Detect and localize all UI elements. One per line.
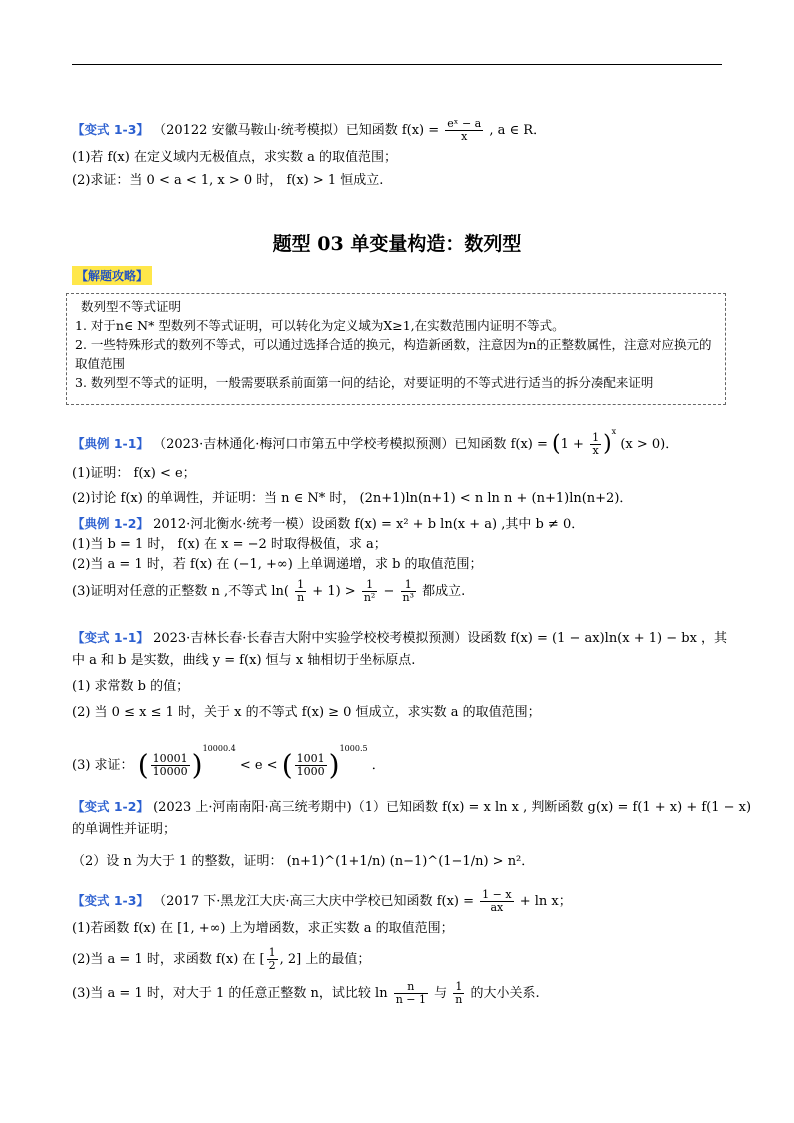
variant-1-1 (72, 627, 727, 785)
problem-label: 【变式 1-3】 (72, 893, 149, 908)
problem-label: 【变式 1-2】 (72, 799, 149, 814)
fraction-denominator: ax (490, 901, 504, 914)
fraction-numerator: 1001 (296, 752, 325, 765)
function-name: f(x) = (510, 437, 548, 452)
problem-source: 2012·河北衡水·统考一模）设函数 f(x) = x² + b ln(x + a) ,其中 b ≠ 0． (153, 517, 585, 532)
q3-prefix: (3) 求证： (72, 758, 134, 773)
fraction-denominator: n² (363, 591, 376, 604)
question-2: (2) 当 0 ≤ x ≤ 1 时，关于 x 的不等式 f(x) ≥ 0 恒成立，求实数 a 的取值范围； (72, 705, 541, 720)
question-1: (1) 求常数 b 的值； (72, 679, 190, 694)
fraction-numerator: 1 (268, 946, 276, 959)
fraction (267, 947, 278, 972)
fraction-numerator: 1 (453, 981, 464, 994)
problem-label: 【典例 1-1】 (72, 436, 149, 451)
q2-prefix: (2)当 a = 1 时，求函数 f(x) 在 [ (72, 952, 265, 967)
problem-source: （20122 安徽马鞍山·统考模拟）已知函数 (153, 123, 398, 138)
problem-label: 【变式 1-1】 (72, 630, 149, 645)
fraction-denominator: 10000 (152, 765, 188, 778)
fraction-numerator: eˣ − a (447, 117, 482, 130)
fraction-denominator: n (297, 591, 305, 604)
fraction-denominator: x (461, 130, 468, 143)
question-3 (72, 578, 727, 606)
minus-sign: − (383, 584, 395, 599)
problem-source: （2017 下·黑龙江大庆·高三大庆中学校已知函数 f(x) = (153, 894, 475, 909)
problem-line-2: 的单调性并证明； (72, 822, 177, 837)
q3-suffix: ． (371, 758, 385, 773)
example-1-2 (72, 514, 727, 606)
fraction (445, 118, 483, 143)
exponent: 1000.5 (339, 744, 368, 753)
problem-label: 【典例 1-2】 (72, 516, 149, 531)
question-1: (1)若函数 f(x) 在 [1, +∞) 上为增函数，求正实数 a 的取值范围； (72, 921, 454, 936)
problem-line-2: 中 a 和 b 是实数，曲线 y = f(x) 恒与 x 轴相切于坐标原点. (72, 653, 416, 668)
section-title: 题型 03 单变量构造：数列型 (272, 233, 522, 255)
fraction-numerator: 1 (362, 579, 378, 592)
question-1: (1)当 b = 1 时， f(x) 在 x = −2 时取得极值，求 a； (72, 537, 387, 552)
variant-1-3-bottom (72, 886, 727, 1008)
example-1-1: 【典例 1-1】 （2023·吉林通化·梅河口市第五中学校考模拟预测）已知函数 f(x) = (1 + $\frac{1}{x}$ )$^x$ (x > 0)． (1)证明： f(x) < e； (2)讨论 f(x) 的单调性，并证明：当 n ∈ N* 时， (2n+1)ln(n+1) < n ln n + (n+1)ln(n+2)． (72, 417, 727, 508)
question-1: (1)证明： f(x) < e； (72, 466, 196, 481)
fraction-denominator: x (592, 444, 599, 457)
fraction (295, 753, 327, 778)
fraction (362, 579, 378, 604)
fraction-numerator: 1 (295, 579, 306, 592)
fraction-numerator: 10001 (152, 752, 188, 765)
q3-mid: + 1) > (312, 584, 356, 599)
problem-label: 【变式 1-3】 (72, 122, 149, 137)
q3-prefix: (3)证明对任意的正整数 n ,不等式 ln( (72, 584, 289, 599)
fraction (480, 889, 513, 914)
strategy-box (66, 293, 726, 405)
q3-mid: < e < (239, 758, 278, 773)
strategy-point-1: 1. 对于n∈ N* 型数列不等式证明，可以转化为定义域为X≥1,在实数范围内证明不等式。 (75, 318, 565, 333)
fraction (151, 753, 190, 778)
problem-source: (2023 上·河南南阳·高三统考期中)（1）已知函数 f(x) = x ln x , 判断函数 g(x) = f(1 + x) + f(1 − x) (153, 800, 752, 815)
fraction-denominator: n − 1 (395, 993, 426, 1006)
header-rule (72, 64, 722, 65)
question-3 (72, 980, 727, 1008)
function-tail: + ln x； (519, 894, 572, 909)
strategy-point-3: 3. 数列型不等式的证明，一般需要联系前面第一问的结论，对要证明的不等式进行适当的拆分凑配来证明 (75, 375, 654, 390)
question-2 (72, 849, 727, 875)
strategy-tag-row (72, 266, 727, 285)
condition: (x > 0)． (620, 437, 679, 452)
variant-1-3-top (72, 117, 727, 190)
q3-mid: 与 (434, 986, 448, 1001)
strategy-heading: 数列型不等式证明 (81, 299, 182, 314)
q3-prefix: (3)当 a = 1 时，对大于 1 的任意正整数 n，试比较 ln (72, 986, 388, 1001)
q2-expression: (n+1)^(1+1/n) (n−1)^(1−1/n) > n²． (286, 854, 535, 869)
variant-1-2 (72, 796, 752, 875)
base-prefix: 1 + (560, 437, 584, 452)
fraction-numerator: 1 − x (482, 888, 512, 901)
q2-suffix: , 2] 上的最值； (279, 952, 371, 967)
problem-source: 2023·吉林长春·长春吉大附中实验学校校考模拟预测）设函数 f(x) = (1 − ax)ln(x + 1) − bx ，其 (153, 631, 728, 646)
fraction-numerator: n (394, 981, 428, 994)
question-2: (2)当 a = 1 时，若 f(x) 在 (−1, +∞) 上单调递增，求 b 的取值范围； (72, 557, 483, 572)
fraction-numerator: 1 (401, 579, 417, 592)
function-name: f(x) = (401, 123, 440, 138)
fraction (401, 579, 417, 604)
fraction-denominator: 1000 (296, 765, 325, 778)
strategy-tag: 【解题攻略】 (72, 266, 152, 285)
fraction-numerator: 1 (592, 431, 600, 444)
fraction (453, 981, 464, 1006)
exponent: 10000.4 (202, 744, 236, 753)
fraction-denominator: 2 (268, 959, 276, 972)
q3-suffix: 都成立. (422, 584, 466, 599)
question-3: (3) 求证： ( $\frac{10001}{10000}$ )$^{10000.4}$ < e < ( $\frac{1001}{1000}$ )$^{1000.5}$ ． (72, 744, 385, 782)
q3-suffix: 的大小关系. (470, 986, 540, 1001)
question-2 (72, 946, 727, 974)
strategy-point-2: 2. 一些特殊形式的数列不等式，可以通过选择合适的换元，构造新函数，注意因为n的正整数属性，注意对应换元的取值范围 (75, 337, 712, 371)
fraction (295, 579, 306, 604)
question-1: (1)若 f(x) 在定义域内无极值点，求实数 a 的取值范围； (72, 150, 397, 165)
exponent: x (611, 427, 617, 436)
fraction (394, 981, 428, 1006)
question-2: (2)讨论 f(x) 的单调性，并证明：当 n ∈ N* 时， (2n+1)ln(n+1) < n ln n + (n+1)ln(n+2)． (72, 491, 633, 506)
q2-prefix: （2）设 n 为大于 1 的整数，证明： (72, 854, 283, 869)
fraction-denominator: n³ (402, 591, 415, 604)
problem-source: （2023·吉林通化·梅河口市第五中学校考模拟预测）已知函数 (153, 437, 507, 452)
function-tail: , a ∈ R． (489, 123, 547, 138)
fraction-denominator: n (455, 993, 463, 1006)
fraction (590, 432, 601, 457)
question-2: (2)求证：当 0 < a < 1, x > 0 时， f(x) > 1 恒成立. (72, 173, 384, 188)
